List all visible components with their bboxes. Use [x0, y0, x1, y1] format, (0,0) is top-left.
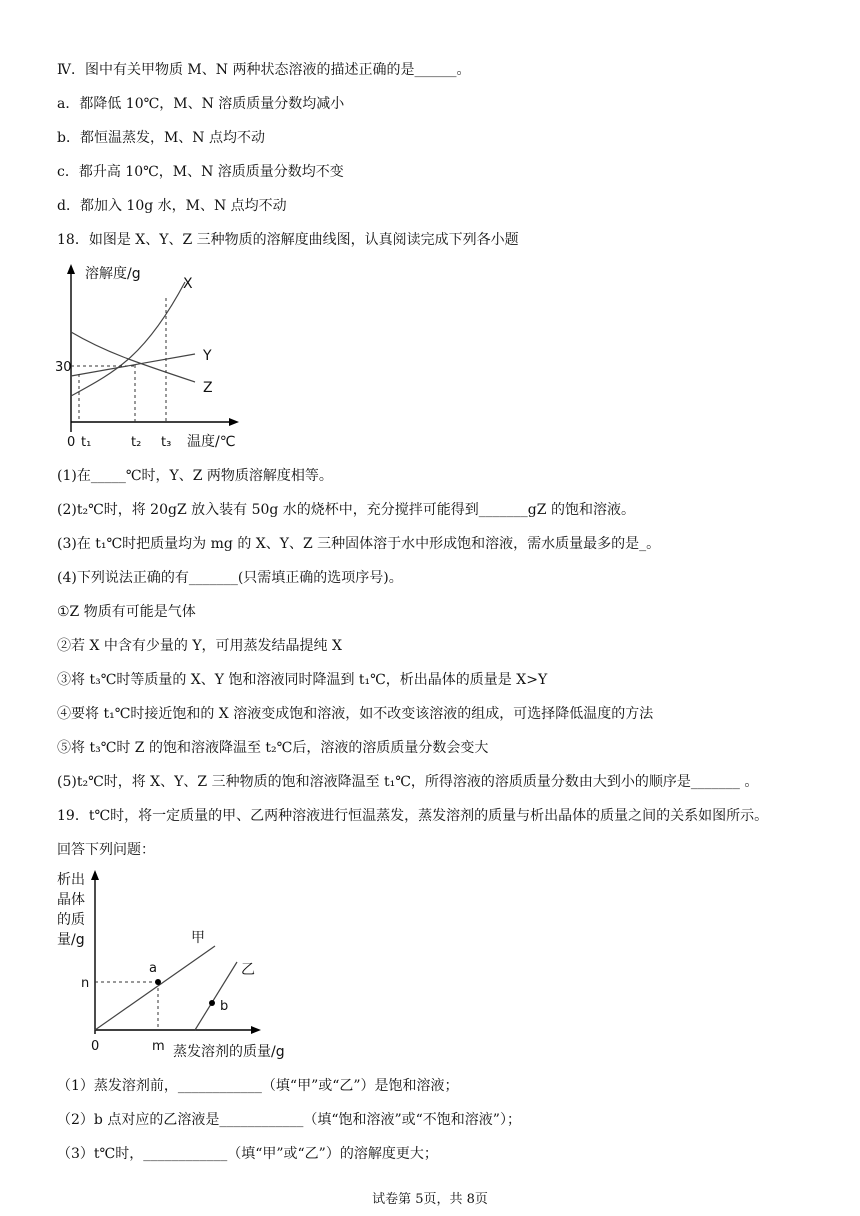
curve-x	[71, 282, 185, 396]
origin-label: 0	[67, 435, 76, 450]
q18-4-opt2: ②若 X 中含有少量的 Y，可用蒸发结晶提纯 X	[57, 638, 342, 654]
q19-prompt: 回答下列问题：	[57, 842, 155, 858]
x-axis-label: 蒸发溶剂的质量/g	[173, 1044, 285, 1060]
series-label-x: X	[183, 276, 193, 292]
y-axis-label-4: 量/g	[57, 932, 85, 948]
q18-2: (2)t₂℃时，将 20gZ 放入装有 50g 水的烧杯中，充分搅拌可能得到_______gZ 的饱和溶液。	[57, 502, 635, 518]
series-label-y: Y	[203, 348, 212, 364]
q18-4-opt1: ①Z 物质有可能是气体	[57, 604, 196, 620]
point-b-label: b	[220, 999, 229, 1014]
y-axis-arrow	[67, 264, 75, 274]
line-jia	[95, 946, 215, 1030]
series-label-jia: 甲	[191, 930, 205, 946]
x-axis-label: 温度/℃	[187, 434, 236, 450]
y-axis-label-2: 晶体	[57, 892, 85, 908]
option-d: d．都加入 10g 水，M、N 点均不动	[57, 198, 287, 214]
evaporation-figure	[55, 868, 305, 1062]
x-axis-arrow	[251, 1026, 261, 1034]
y-axis-label-1: 析出	[57, 872, 85, 888]
point-a-label: a	[149, 961, 157, 976]
y-axis-label-3: 的质	[57, 912, 85, 928]
curve-y	[71, 354, 195, 376]
line-yi	[195, 962, 237, 1030]
q19-1: （1）蒸发溶剂前，____________（填“甲”或“乙”）是饱和溶液；	[57, 1078, 459, 1094]
y-axis-arrow	[91, 870, 99, 880]
x-tick-m: m	[152, 1039, 165, 1054]
point-b	[209, 1000, 215, 1006]
q17-iv-stem: Ⅳ．图中有关甲物质 M、N 两种状态溶液的描述正确的是______。	[57, 62, 471, 78]
q18-1: (1)在_____℃时，Y、Z 两物质溶解度相等。	[57, 468, 333, 484]
x-tick-t3: t₃	[161, 435, 172, 450]
solubility-curve-figure	[55, 262, 255, 458]
series-label-z: Z	[203, 380, 213, 396]
y-axis-label: 溶解度/g	[85, 266, 141, 282]
option-a: a．都降低 10℃，M、N 溶质质量分数均减小	[57, 96, 345, 112]
q19-3: （3）t℃时，____________（填“甲”或“乙”）的溶解度更大；	[57, 1146, 438, 1162]
q18-4-opt3: ③将 t₃℃时等质量的 X、Y 饱和溶液同时降温到 t₁℃，析出晶体的质量是 X>Y	[57, 672, 548, 688]
series-label-yi: 乙	[241, 962, 255, 978]
q18-4-opt5: ⑤将 t₃℃时 Z 的饱和溶液降温至 t₂℃后，溶液的溶质质量分数会变大	[57, 740, 489, 756]
x-tick-t1: t₁	[81, 435, 92, 450]
q18-3: (3)在 t₁℃时把质量均为 mg 的 X、Y、Z 三种固体溶于水中形成饱和溶液，需水质量最多的是_。	[57, 536, 661, 552]
q18-4: (4)下列说法正确的有_______(只需填正确的选项序号)。	[57, 570, 403, 586]
q18-4-opt4: ④要将 t₁℃时接近饱和的 X 溶液变成饱和溶液，如不改变该溶液的组成，可选择降低温度的方法	[57, 706, 654, 722]
q19-2: （2）b 点对应的乙溶液是____________（填“饱和溶液”或“不饱和溶液”）；	[57, 1112, 521, 1128]
x-tick-t2: t₂	[131, 435, 142, 450]
x-axis-arrow	[229, 418, 239, 426]
q18-5: (5)t₂℃时，将 X、Y、Z 三种物质的饱和溶液降温至 t₁℃，所得溶液的溶质质量分数由大到小的顺序是_______ 。	[57, 774, 759, 790]
option-c: c．都升高 10℃，M、N 溶质质量分数均不变	[57, 164, 344, 180]
origin-label: 0	[91, 1039, 100, 1054]
page-footer: 试卷第 5页，共 8页	[372, 1192, 488, 1207]
point-a	[155, 979, 161, 985]
option-b: b．都恒温蒸发，M、N 点均不动	[57, 130, 265, 146]
q19-stem: 19．t℃时，将一定质量的甲、乙两种溶液进行恒温蒸发，蒸发溶剂的质量与析出晶体的质量之间的关系如图所示。	[57, 808, 769, 824]
y-tick-n: n	[81, 976, 90, 991]
q18-stem: 18．如图是 X、Y、Z 三种物质的溶解度曲线图，认真阅读完成下列各小题	[57, 232, 519, 248]
y-tick-30: 30	[55, 360, 72, 375]
